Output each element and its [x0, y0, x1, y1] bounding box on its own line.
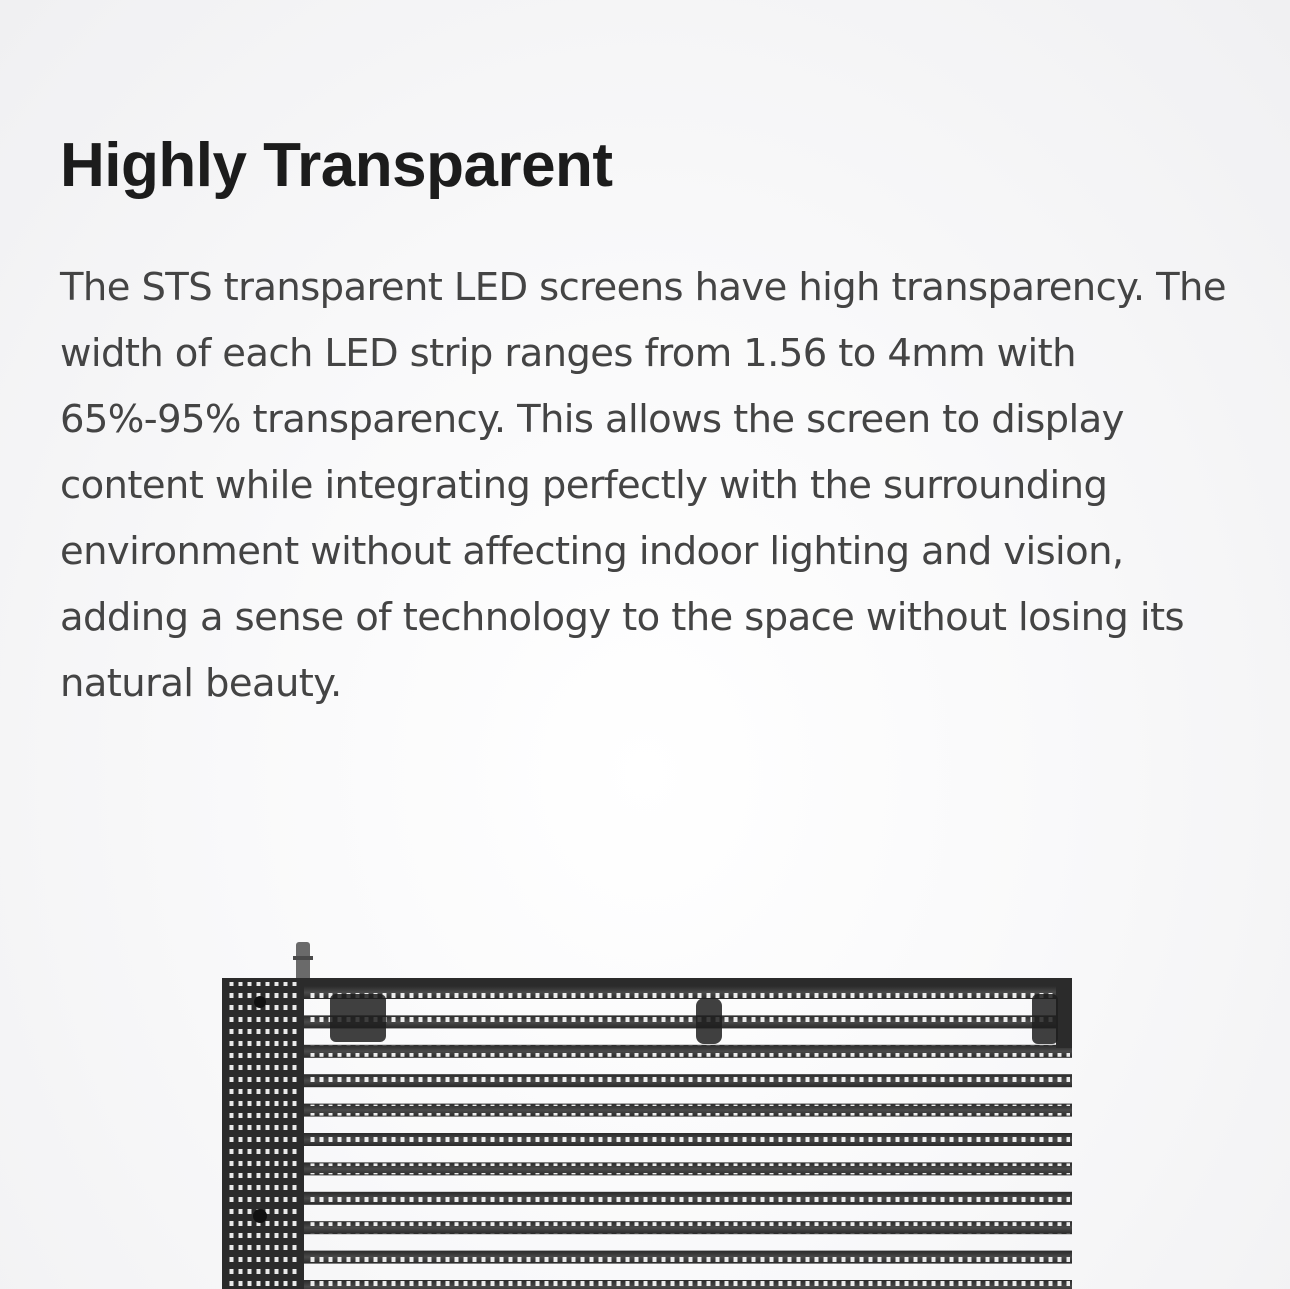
panel-right-frame [1056, 978, 1072, 1048]
led-strip-dots [306, 1252, 1070, 1263]
transparent-led-panel-image [200, 930, 1090, 1289]
section-description: The STS transparent LED screens have high transparency. The width of each LED strip ranges from 1.56 to 4mm with 65%-95% transparency. This allows the screen to display content while integrating perfectly with the surrounding environment without affecting indoor lighting and vision, adding a sense of technology to the space without losing its natural beauty. [60, 265, 1226, 706]
led-strip-dots [306, 1075, 1070, 1086]
connector-post [296, 942, 310, 982]
led-strip-dots [306, 987, 1070, 998]
led-strip-dots [306, 1281, 1070, 1289]
screw-bottom [253, 1209, 267, 1223]
screw-top [254, 996, 266, 1008]
panel-left-frame-dots [226, 982, 300, 1289]
led-strip-dots [306, 1016, 1070, 1027]
section-heading: Highly Transparent [60, 131, 613, 200]
led-strip-dots [306, 1222, 1070, 1233]
led-strip-dots [306, 1163, 1070, 1174]
mounting-bracket-right [1032, 994, 1058, 1044]
led-strip-dots [306, 1134, 1070, 1145]
led-strip-dots [306, 1105, 1070, 1116]
mounting-bracket-center [696, 998, 722, 1044]
led-strip-dots [306, 1046, 1070, 1057]
connector-ring [293, 956, 313, 960]
mounting-bracket-left [330, 994, 386, 1042]
led-strip-dots [306, 1193, 1070, 1204]
